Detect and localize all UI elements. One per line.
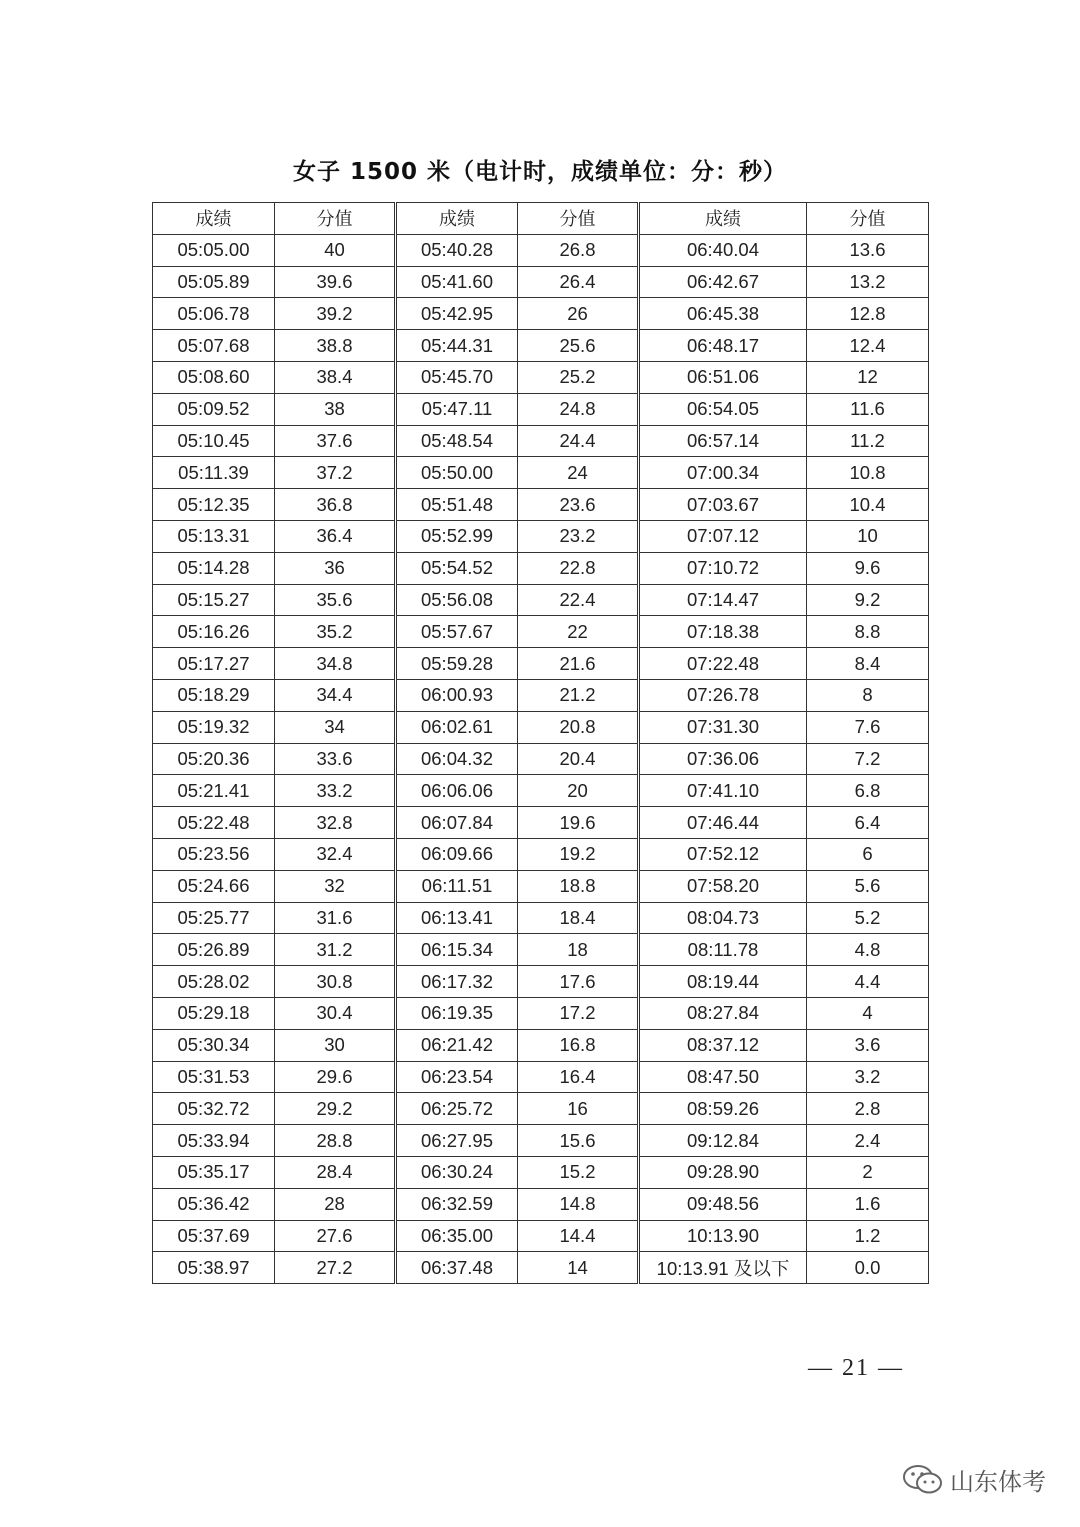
score-points-cell: 17.6 — [518, 966, 639, 998]
score-time-cell: 07:18.38 — [639, 616, 807, 648]
score-points-cell: 33.6 — [275, 743, 396, 775]
score-points-cell: 8.8 — [807, 616, 929, 648]
table-row — [153, 775, 929, 807]
score-time-cell: 07:07.12 — [639, 520, 807, 552]
score-time-cell: 05:22.48 — [153, 807, 275, 839]
score-points-cell: 20.4 — [518, 743, 639, 775]
score-time-cell: 06:19.35 — [396, 997, 518, 1029]
table-row — [153, 1061, 929, 1093]
table-row — [153, 1125, 929, 1157]
score-points-cell: 1.2 — [807, 1220, 929, 1252]
score-time-cell: 06:04.32 — [396, 743, 518, 775]
score-points-cell: 23.2 — [518, 520, 639, 552]
score-points-cell: 27.6 — [275, 1220, 396, 1252]
score-time-cell: 05:18.29 — [153, 679, 275, 711]
score-time-cell: 07:03.67 — [639, 489, 807, 521]
score-points-cell: 21.2 — [518, 679, 639, 711]
score-time-cell: 05:50.00 — [396, 457, 518, 489]
score-time-cell: 05:54.52 — [396, 552, 518, 584]
score-points-cell: 25.2 — [518, 361, 639, 393]
score-time-cell: 05:47.11 — [396, 393, 518, 425]
score-time-cell: 05:21.41 — [153, 775, 275, 807]
table-row — [153, 1029, 929, 1061]
score-points-cell: 36.8 — [275, 489, 396, 521]
score-points-cell: 6.8 — [807, 775, 929, 807]
score-points-cell: 19.2 — [518, 838, 639, 870]
column-header: 成绩 — [153, 203, 275, 235]
score-time-cell: 05:44.31 — [396, 330, 518, 362]
score-time-cell: 07:00.34 — [639, 457, 807, 489]
score-time-cell: 08:37.12 — [639, 1029, 807, 1061]
score-time-cell: 06:30.24 — [396, 1156, 518, 1188]
score-points-cell: 34 — [275, 711, 396, 743]
score-points-cell: 5.6 — [807, 870, 929, 902]
table-row — [153, 966, 929, 998]
score-time-cell: 05:24.66 — [153, 870, 275, 902]
score-points-cell: 16 — [518, 1093, 639, 1125]
score-points-cell: 28 — [275, 1188, 396, 1220]
score-time-cell: 05:37.69 — [153, 1220, 275, 1252]
score-time-cell: 07:14.47 — [639, 584, 807, 616]
table-row — [153, 648, 929, 680]
column-header: 成绩 — [396, 203, 518, 235]
score-time-cell: 05:40.28 — [396, 234, 518, 266]
score-points-cell: 17.2 — [518, 997, 639, 1029]
wechat-icon — [902, 1463, 944, 1497]
table-row — [153, 298, 929, 330]
score-points-cell: 8.4 — [807, 648, 929, 680]
score-time-cell: 05:59.28 — [396, 648, 518, 680]
score-time-cell: 05:28.02 — [153, 966, 275, 998]
score-time-cell: 05:38.97 — [153, 1252, 275, 1284]
watermark-text: 山东体考 — [950, 1468, 1046, 1496]
table-row — [153, 1156, 929, 1188]
table-row — [153, 870, 929, 902]
score-points-cell: 37.2 — [275, 457, 396, 489]
score-points-cell: 14.8 — [518, 1188, 639, 1220]
score-time-cell: 09:28.90 — [639, 1156, 807, 1188]
score-points-cell: 14 — [518, 1252, 639, 1284]
score-time-cell: 05:05.00 — [153, 234, 275, 266]
table-row — [153, 934, 929, 966]
score-time-cell: 08:11.78 — [639, 934, 807, 966]
score-points-cell: 20.8 — [518, 711, 639, 743]
score-points-cell: 4.8 — [807, 934, 929, 966]
score-time-cell: 07:22.48 — [639, 648, 807, 680]
score-time-cell: 05:32.72 — [153, 1093, 275, 1125]
score-points-cell: 31.6 — [275, 902, 396, 934]
score-time-cell: 07:10.72 — [639, 552, 807, 584]
score-points-cell: 14.4 — [518, 1220, 639, 1252]
score-points-cell: 39.2 — [275, 298, 396, 330]
score-time-cell: 07:41.10 — [639, 775, 807, 807]
score-points-cell: 36 — [275, 552, 396, 584]
table-row — [153, 1188, 929, 1220]
score-points-cell: 22 — [518, 616, 639, 648]
score-points-cell: 4.4 — [807, 966, 929, 998]
score-time-cell: 06:21.42 — [396, 1029, 518, 1061]
score-points-cell: 18.4 — [518, 902, 639, 934]
score-time-cell: 07:26.78 — [639, 679, 807, 711]
score-time-cell: 06:09.66 — [396, 838, 518, 870]
score-points-cell: 3.6 — [807, 1029, 929, 1061]
column-header: 分值 — [275, 203, 396, 235]
score-time-cell: 08:47.50 — [639, 1061, 807, 1093]
score-time-cell: 06:57.14 — [639, 425, 807, 457]
score-points-cell: 18.8 — [518, 870, 639, 902]
score-points-cell: 12 — [807, 361, 929, 393]
score-time-cell: 06:07.84 — [396, 807, 518, 839]
table-row — [153, 552, 929, 584]
score-points-cell: 28.4 — [275, 1156, 396, 1188]
score-time-cell: 06:35.00 — [396, 1220, 518, 1252]
score-points-cell: 10 — [807, 520, 929, 552]
table-row — [153, 997, 929, 1029]
score-time-cell: 07:36.06 — [639, 743, 807, 775]
score-time-cell: 08:27.84 — [639, 997, 807, 1029]
score-time-cell: 05:19.32 — [153, 711, 275, 743]
score-time-cell: 06:51.06 — [639, 361, 807, 393]
score-points-cell: 18 — [518, 934, 639, 966]
score-points-cell: 3.2 — [807, 1061, 929, 1093]
score-time-cell: 06:15.34 — [396, 934, 518, 966]
score-points-cell: 24.4 — [518, 425, 639, 457]
table-row — [153, 393, 929, 425]
score-points-cell: 22.4 — [518, 584, 639, 616]
score-points-cell: 11.2 — [807, 425, 929, 457]
score-time-cell: 05:23.56 — [153, 838, 275, 870]
score-points-cell: 9.2 — [807, 584, 929, 616]
score-time-cell: 05:25.77 — [153, 902, 275, 934]
score-time-cell: 05:10.45 — [153, 425, 275, 457]
score-time-cell: 09:12.84 — [639, 1125, 807, 1157]
score-time-cell: 06:42.67 — [639, 266, 807, 298]
table-row — [153, 807, 929, 839]
score-points-cell: 24 — [518, 457, 639, 489]
score-points-cell: 29.2 — [275, 1093, 396, 1125]
score-points-cell: 15.6 — [518, 1125, 639, 1157]
score-points-cell: 37.6 — [275, 425, 396, 457]
score-time-cell: 06:48.17 — [639, 330, 807, 362]
score-points-cell: 40 — [275, 234, 396, 266]
score-points-cell: 38 — [275, 393, 396, 425]
score-points-cell: 33.2 — [275, 775, 396, 807]
score-points-cell: 0.0 — [807, 1252, 929, 1284]
score-points-cell: 2.4 — [807, 1125, 929, 1157]
score-time-cell: 05:33.94 — [153, 1125, 275, 1157]
score-time-cell: 05:08.60 — [153, 361, 275, 393]
score-points-cell: 19.6 — [518, 807, 639, 839]
score-time-cell: 05:48.54 — [396, 425, 518, 457]
score-time-cell: 08:19.44 — [639, 966, 807, 998]
score-time-cell: 06:45.38 — [639, 298, 807, 330]
score-time-cell: 10:13.90 — [639, 1220, 807, 1252]
score-time-cell: 07:31.30 — [639, 711, 807, 743]
score-points-cell: 1.6 — [807, 1188, 929, 1220]
score-points-cell: 7.6 — [807, 711, 929, 743]
score-time-cell: 05:51.48 — [396, 489, 518, 521]
score-points-cell: 32 — [275, 870, 396, 902]
score-points-cell: 38.8 — [275, 330, 396, 362]
score-points-cell: 21.6 — [518, 648, 639, 680]
score-points-cell: 26.8 — [518, 234, 639, 266]
table-row — [153, 1093, 929, 1125]
table-row — [153, 679, 929, 711]
score-points-cell: 32.4 — [275, 838, 396, 870]
table-row — [153, 1220, 929, 1252]
score-time-cell: 07:58.20 — [639, 870, 807, 902]
score-time-cell: 06:32.59 — [396, 1188, 518, 1220]
score-time-cell: 05:16.26 — [153, 616, 275, 648]
score-points-cell: 27.2 — [275, 1252, 396, 1284]
table-header-row — [153, 203, 929, 235]
page-number: — 21 — — [808, 1355, 904, 1381]
score-points-cell: 16.8 — [518, 1029, 639, 1061]
score-time-cell: 08:59.26 — [639, 1093, 807, 1125]
score-points-cell: 15.2 — [518, 1156, 639, 1188]
score-time-cell: 06:23.54 — [396, 1061, 518, 1093]
table-row — [153, 234, 929, 266]
score-points-cell: 13.2 — [807, 266, 929, 298]
table-row — [153, 711, 929, 743]
score-points-cell: 11.6 — [807, 393, 929, 425]
score-points-cell: 32.8 — [275, 807, 396, 839]
score-points-cell: 39.6 — [275, 266, 396, 298]
score-points-cell: 24.8 — [518, 393, 639, 425]
score-time-cell: 08:04.73 — [639, 902, 807, 934]
score-points-cell: 6 — [807, 838, 929, 870]
score-points-cell: 2 — [807, 1156, 929, 1188]
table-row — [153, 584, 929, 616]
table-row — [153, 361, 929, 393]
score-points-cell: 35.2 — [275, 616, 396, 648]
score-time-cell: 05:06.78 — [153, 298, 275, 330]
score-time-cell: 05:57.67 — [396, 616, 518, 648]
score-points-cell: 26.4 — [518, 266, 639, 298]
score-time-cell: 05:56.08 — [396, 584, 518, 616]
score-time-cell: 05:17.27 — [153, 648, 275, 680]
score-time-cell: 05:12.35 — [153, 489, 275, 521]
score-time-cell: 05:14.28 — [153, 552, 275, 584]
table-row — [153, 489, 929, 521]
score-points-cell: 23.6 — [518, 489, 639, 521]
score-points-cell: 35.6 — [275, 584, 396, 616]
score-time-cell: 06:02.61 — [396, 711, 518, 743]
score-time-cell: 06:17.32 — [396, 966, 518, 998]
score-time-cell: 05:45.70 — [396, 361, 518, 393]
score-points-cell: 26 — [518, 298, 639, 330]
column-header: 分值 — [518, 203, 639, 235]
score-points-cell: 29.6 — [275, 1061, 396, 1093]
score-points-cell: 22.8 — [518, 552, 639, 584]
score-points-cell: 30 — [275, 1029, 396, 1061]
column-header: 分值 — [807, 203, 929, 235]
score-time-cell: 05:26.89 — [153, 934, 275, 966]
score-points-cell: 38.4 — [275, 361, 396, 393]
score-time-cell: 06:13.41 — [396, 902, 518, 934]
score-time-cell: 06:00.93 — [396, 679, 518, 711]
score-points-cell: 4 — [807, 997, 929, 1029]
column-header: 成绩 — [639, 203, 807, 235]
score-points-cell: 34.8 — [275, 648, 396, 680]
score-points-cell: 13.6 — [807, 234, 929, 266]
score-time-cell: 05:20.36 — [153, 743, 275, 775]
score-time-cell: 10:13.91 及以下 — [639, 1252, 807, 1284]
score-time-cell: 05:11.39 — [153, 457, 275, 489]
score-time-cell: 05:35.17 — [153, 1156, 275, 1188]
score-points-cell: 8 — [807, 679, 929, 711]
score-time-cell: 06:25.72 — [396, 1093, 518, 1125]
score-points-cell: 16.4 — [518, 1061, 639, 1093]
score-table — [152, 202, 929, 1284]
score-points-cell: 5.2 — [807, 902, 929, 934]
table-row — [153, 743, 929, 775]
score-points-cell: 6.4 — [807, 807, 929, 839]
score-time-cell: 06:06.06 — [396, 775, 518, 807]
table-row — [153, 520, 929, 552]
score-points-cell: 31.2 — [275, 934, 396, 966]
table-row — [153, 1252, 929, 1284]
score-points-cell: 10.8 — [807, 457, 929, 489]
score-points-cell: 20 — [518, 775, 639, 807]
score-time-cell: 05:05.89 — [153, 266, 275, 298]
score-points-cell: 36.4 — [275, 520, 396, 552]
score-points-cell: 30.8 — [275, 966, 396, 998]
score-time-cell: 05:15.27 — [153, 584, 275, 616]
table-row — [153, 838, 929, 870]
score-points-cell: 10.4 — [807, 489, 929, 521]
score-time-cell: 05:30.34 — [153, 1029, 275, 1061]
page-title: 女子 1500 米（电计时，成绩单位：分：秒） — [292, 159, 788, 185]
score-time-cell: 05:36.42 — [153, 1188, 275, 1220]
watermark — [902, 1462, 1046, 1497]
table-row — [153, 330, 929, 362]
table-row — [153, 902, 929, 934]
table-row — [153, 457, 929, 489]
score-points-cell: 30.4 — [275, 997, 396, 1029]
score-time-cell: 05:07.68 — [153, 330, 275, 362]
score-points-cell: 12.8 — [807, 298, 929, 330]
score-time-cell: 05:29.18 — [153, 997, 275, 1029]
table-row — [153, 425, 929, 457]
table-row — [153, 266, 929, 298]
score-time-cell: 05:42.95 — [396, 298, 518, 330]
score-time-cell: 09:48.56 — [639, 1188, 807, 1220]
score-points-cell: 34.4 — [275, 679, 396, 711]
score-time-cell: 05:13.31 — [153, 520, 275, 552]
score-points-cell: 25.6 — [518, 330, 639, 362]
score-time-cell: 06:40.04 — [639, 234, 807, 266]
score-points-cell: 2.8 — [807, 1093, 929, 1125]
score-time-cell: 05:41.60 — [396, 266, 518, 298]
score-time-cell: 05:31.53 — [153, 1061, 275, 1093]
score-time-cell: 06:37.48 — [396, 1252, 518, 1284]
score-time-cell: 05:09.52 — [153, 393, 275, 425]
table-row — [153, 616, 929, 648]
score-points-cell: 7.2 — [807, 743, 929, 775]
score-time-cell: 07:46.44 — [639, 807, 807, 839]
score-time-cell: 06:27.95 — [396, 1125, 518, 1157]
score-time-cell: 06:54.05 — [639, 393, 807, 425]
score-points-cell: 28.8 — [275, 1125, 396, 1157]
score-time-cell: 07:52.12 — [639, 838, 807, 870]
score-points-cell: 12.4 — [807, 330, 929, 362]
score-time-cell: 05:52.99 — [396, 520, 518, 552]
score-points-cell: 9.6 — [807, 552, 929, 584]
score-time-cell: 06:11.51 — [396, 870, 518, 902]
